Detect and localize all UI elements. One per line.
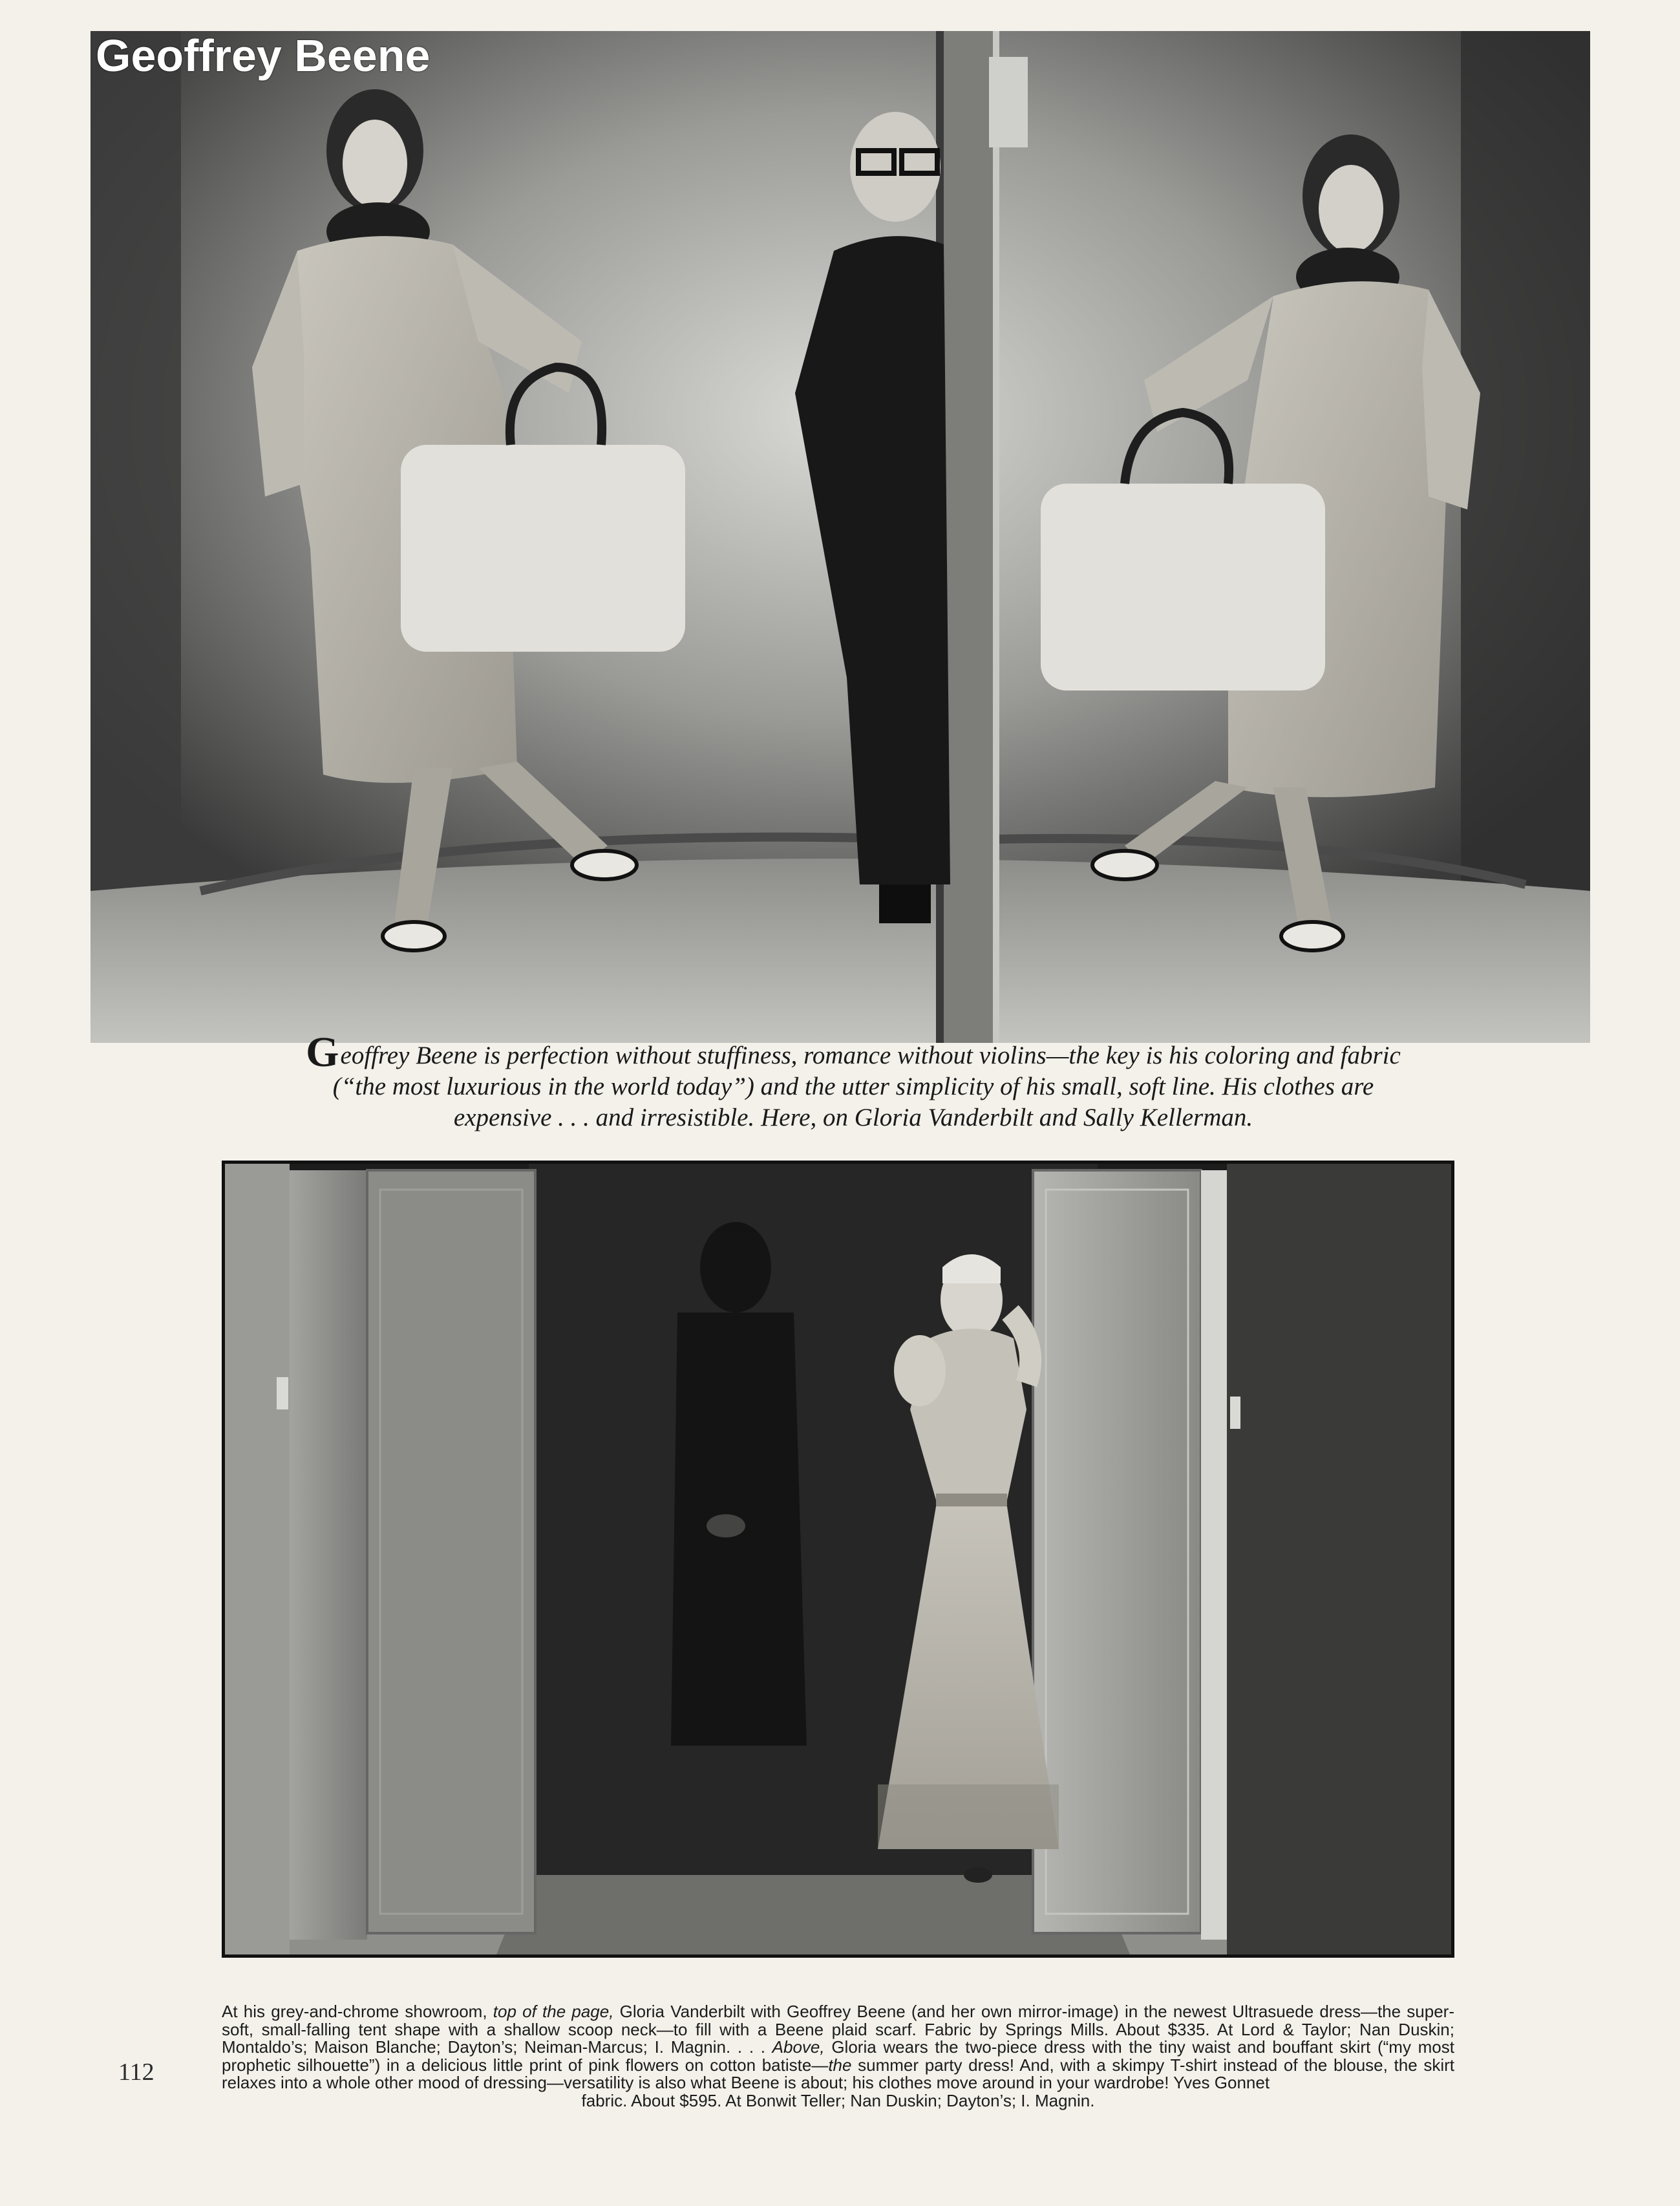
- folding-doors-scene: [225, 1164, 1451, 1954]
- caption-part1: Gloria Vanderbilt with Geoffrey Beene (and her own mirror-image) in the newest Ultrasuede dress—the super-soft, small-falling tent shape with a shallow scoop neck—to fill with a Beene plaid scarf. Fabric by Springs Mills. About $335. At Lord & Taylor; Nan Duskin; Montaldo’s; Maison Blanche; Dayton’s; Neiman-Marcus; I. Magnin. . . .: [222, 2002, 1454, 2057]
- page-number: 112: [118, 2059, 154, 2086]
- headline-paragraph: [304, 1029, 1403, 1133]
- headline-text: eoffrey Beene is perfection without stuffiness, romance without violins—the key is his coloring and fabric (“the most luxurious in the world today”) and the utter simplicity of his small, soft line. His clothes are expensive . . . and irresistible. Here, on Gloria Vanderbilt and Sally Kellerman.: [332, 1042, 1401, 1131]
- drop-cap: G: [306, 1029, 339, 1076]
- caption-italic-above: Above,: [772, 2037, 825, 2057]
- caption-lead: At his grey-and-chrome showroom,: [222, 2002, 493, 2021]
- caption-italic-the: the: [828, 2055, 852, 2075]
- section-title: Geoffrey Beene: [96, 30, 431, 81]
- caption-last-line: fabric. About $595. At Bonwit Teller; Nan Duskin; Dayton’s; I. Magnin.: [581, 2090, 1095, 2110]
- top-photograph: [90, 31, 1590, 1043]
- caption-part2: Gloria wears the two-piece dress with the tiny waist and bouffant skirt (“my most prophetic silhouette”) in a delicious little print of pink flowers on cotton batiste—: [222, 2037, 1454, 2075]
- caption-part3: summer party dress! And, with a skimpy T-shirt instead of the blouse, the skirt relaxes into a whole other mood of dressing—versatility is also what Beene is about; his clothes move around in your wardrobe! Yves Gonnet: [222, 2055, 1454, 2092]
- showroom-mirror-scene: [90, 31, 1590, 1043]
- caption-italic-top: top of the page,: [493, 2002, 614, 2021]
- photo-caption: [222, 2003, 1454, 2110]
- bottom-photograph: [222, 1161, 1454, 1958]
